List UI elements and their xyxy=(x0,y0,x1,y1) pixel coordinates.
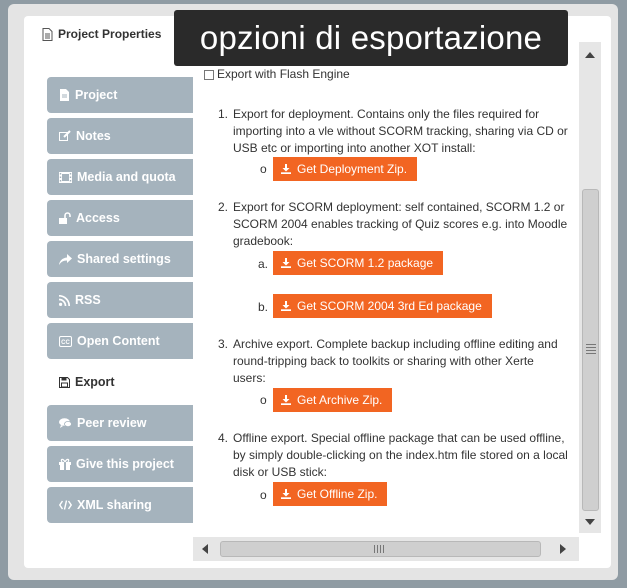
tab-xml-sharing[interactable] xyxy=(47,487,193,523)
horizontal-scrollbar[interactable] xyxy=(193,537,579,561)
export-content xyxy=(193,62,577,537)
flash-engine-checkbox[interactable] xyxy=(204,70,214,80)
button-label: Get SCORM 1.2 package xyxy=(297,255,434,270)
flash-engine-option xyxy=(204,66,350,83)
tab-label: Media and quota xyxy=(77,170,176,184)
caption-text: opzioni di esportazione xyxy=(199,19,543,56)
button-label: Get Deployment Zip. xyxy=(297,161,408,176)
export-item-archive xyxy=(218,336,568,387)
bullet-marker: o xyxy=(260,393,267,407)
download-icon xyxy=(281,164,291,174)
tab-rss[interactable] xyxy=(47,282,193,318)
export-options-caption xyxy=(174,10,568,66)
item-number: 1. xyxy=(218,107,229,121)
tab-label: Access xyxy=(76,211,120,225)
scroll-right-arrow-icon[interactable] xyxy=(560,544,566,554)
get-archive-zip-button[interactable] xyxy=(273,388,392,412)
gift-icon xyxy=(59,458,71,470)
vertical-scroll-thumb[interactable] xyxy=(582,189,599,511)
tab-project[interactable] xyxy=(47,77,193,113)
get-deployment-zip-button[interactable] xyxy=(273,157,417,181)
tab-peer-review[interactable] xyxy=(47,405,193,441)
tab-open-content[interactable] xyxy=(47,323,193,359)
tab-shared-settings[interactable] xyxy=(47,241,193,277)
dialog-header xyxy=(42,24,161,44)
tab-label: Project xyxy=(75,88,118,102)
button-label: Get SCORM 2004 3rd Ed package xyxy=(297,298,482,313)
button-label: Get Archive Zip. xyxy=(297,392,383,407)
tab-label: XML sharing xyxy=(77,498,152,512)
grip-icon xyxy=(374,545,384,553)
code-icon xyxy=(59,500,72,510)
download-icon xyxy=(281,489,291,499)
item-text: Export for deployment. Contains only the files required for importing into a vle without SCORM tracking, sharing via CD or USB etc or importing into another XOT install: xyxy=(233,107,568,155)
item-text: Offline export. Special offline package that can be used offline, by simply double-clicking on the index.htm file stored on a local disk or USB stick: xyxy=(233,431,568,479)
list-marker-a: a. xyxy=(258,257,269,271)
scroll-down-arrow-icon[interactable] xyxy=(585,519,595,525)
tab-label: Shared settings xyxy=(77,252,171,266)
edit-icon xyxy=(59,130,71,142)
svg-text:CC: CC xyxy=(61,339,70,346)
cc-icon xyxy=(59,336,72,347)
item-number: 2. xyxy=(218,200,229,214)
item-number: 3. xyxy=(218,337,229,351)
export-item-deployment xyxy=(218,106,568,157)
file-icon xyxy=(59,89,70,101)
tab-media-and-quota[interactable] xyxy=(47,159,193,195)
tab-export[interactable] xyxy=(47,364,193,400)
bullet-marker: o xyxy=(260,162,267,176)
save-icon xyxy=(59,377,70,388)
export-item-scorm xyxy=(218,199,568,250)
tab-label: Peer review xyxy=(77,416,147,430)
tab-label: Export xyxy=(75,375,115,389)
horizontal-scroll-thumb[interactable] xyxy=(220,541,541,557)
dialog-title: Project Properties xyxy=(58,27,162,41)
scroll-up-arrow-icon[interactable] xyxy=(585,52,595,58)
get-offline-zip-button[interactable] xyxy=(273,482,387,506)
rss-icon xyxy=(59,295,70,306)
item-text: Archive export. Complete backup including offline editing and round-tripping back to toolkits or sharing with other Xerte users: xyxy=(233,337,558,385)
item-number: 4. xyxy=(218,431,229,445)
get-scorm-2004-button[interactable] xyxy=(273,294,492,318)
download-icon xyxy=(281,301,291,311)
unlock-icon xyxy=(59,212,71,224)
scroll-left-arrow-icon[interactable] xyxy=(202,544,208,554)
tab-give-this-project[interactable] xyxy=(47,446,193,482)
get-scorm-12-button[interactable] xyxy=(273,251,443,275)
vertical-scrollbar[interactable] xyxy=(579,42,601,533)
tab-access[interactable] xyxy=(47,200,193,236)
list-marker-b: b. xyxy=(258,300,269,314)
button-label: Get Offline Zip. xyxy=(297,486,378,501)
tab-label: Open Content xyxy=(77,334,160,348)
film-icon xyxy=(59,172,72,183)
tab-label: Give this project xyxy=(76,457,174,471)
grip-icon xyxy=(586,344,596,354)
comments-icon xyxy=(59,418,72,429)
file-icon xyxy=(42,28,53,41)
download-icon xyxy=(281,258,291,268)
tab-label: RSS xyxy=(75,293,101,307)
export-item-offline xyxy=(218,430,568,481)
item-text: Export for SCORM deployment: self contained, SCORM 1.2 or SCORM 2004 enables tracking of Quiz scores e.g. into Moodle gradebook: xyxy=(233,200,568,248)
download-icon xyxy=(281,395,291,405)
share-icon xyxy=(59,254,72,265)
tab-label: Notes xyxy=(76,129,111,143)
tab-notes[interactable] xyxy=(47,118,193,154)
bullet-marker: o xyxy=(260,488,267,502)
flash-engine-label: Export with Flash Engine xyxy=(217,67,350,81)
